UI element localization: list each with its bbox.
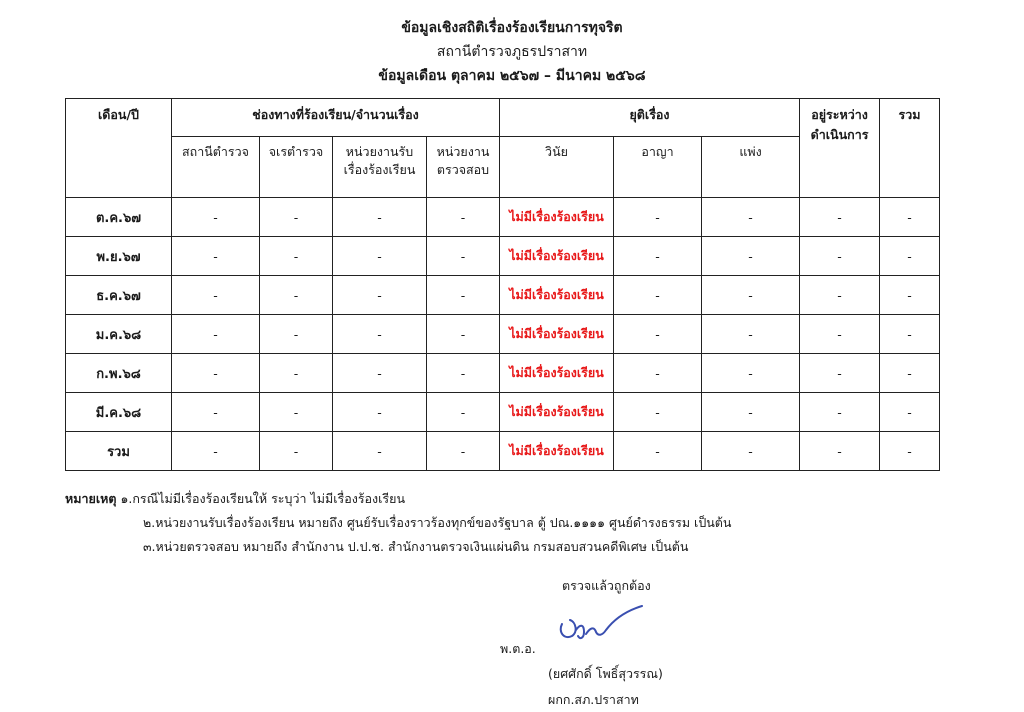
table-cell: - xyxy=(614,237,702,276)
note-item: ๓.หน่วยตรวจสอบ หมายถึง สำนักงาน ป.ป.ช. สำนักงานตรวจเงินแผ่นดิน กรมสอบสวนคดีพิเศษ เป็นต้น xyxy=(143,539,689,554)
header-terminated-discipline: วินัย xyxy=(500,137,614,198)
row-month: ธ.ค.๖๗ xyxy=(66,276,172,315)
table-cell: - xyxy=(427,198,500,237)
table-cell: - xyxy=(614,198,702,237)
table-cell: - xyxy=(880,393,940,432)
table-cell: - xyxy=(880,354,940,393)
table-cell: - xyxy=(800,237,880,276)
row-month: พ.ย.๖๗ xyxy=(66,237,172,276)
table-cell: - xyxy=(172,276,260,315)
table-cell: - xyxy=(333,315,427,354)
header-channel-inspector: จเรตำรวจ xyxy=(260,137,333,198)
table-row xyxy=(66,276,940,315)
header-month-year: เดือน/ปี xyxy=(66,99,172,198)
row-month: ต.ค.๖๗ xyxy=(66,198,172,237)
table-cell: - xyxy=(172,237,260,276)
table-cell: - xyxy=(880,315,940,354)
table-cell: - xyxy=(800,432,880,471)
document-title: ข้อมูลเชิงสถิติเรื่องร้องเรียนการทุจริต xyxy=(401,20,623,36)
table-row xyxy=(66,354,940,393)
table-cell: - xyxy=(172,432,260,471)
no-complaint-cell: ไม่มีเรื่องร้องเรียน xyxy=(500,315,614,354)
table-cell: - xyxy=(702,276,800,315)
notes-section xyxy=(65,487,731,559)
no-complaint-cell: ไม่มีเรื่องร้องเรียน xyxy=(500,198,614,237)
row-month: รวม xyxy=(66,432,172,471)
signer-rank: พ.ต.อ. xyxy=(500,641,536,656)
row-month: มี.ค.๖๘ xyxy=(66,393,172,432)
table-cell: - xyxy=(880,198,940,237)
note-item xyxy=(65,487,731,511)
no-complaint-cell: ไม่มีเรื่องร้องเรียน xyxy=(500,432,614,471)
no-complaint-cell: ไม่มีเรื่องร้องเรียน xyxy=(500,393,614,432)
table-cell: - xyxy=(172,315,260,354)
table-cell: - xyxy=(333,198,427,237)
no-complaint-cell: ไม่มีเรื่องร้องเรียน xyxy=(500,276,614,315)
report-period: ข้อมูลเดือน ตุลาคม ๒๕๖๗ – มีนาคม ๒๕๖๘ xyxy=(378,68,646,84)
table-row xyxy=(66,315,940,354)
header-channel-receiving-agency: หน่วยงานรับ เรื่องร้องเรียน xyxy=(333,137,427,198)
table-cell: - xyxy=(260,198,333,237)
table-cell: - xyxy=(880,432,940,471)
table-cell: - xyxy=(880,276,940,315)
table-row xyxy=(66,237,940,276)
table-cell: - xyxy=(333,354,427,393)
table-cell: - xyxy=(702,432,800,471)
header-in-progress: อยู่ระหว่าง ดำเนินการ xyxy=(800,99,880,198)
table-cell: - xyxy=(702,237,800,276)
table-cell: - xyxy=(702,315,800,354)
table-cell: - xyxy=(427,237,500,276)
table-cell: - xyxy=(427,393,500,432)
signer-position: ผกก.สภ.ปราสาท xyxy=(548,692,639,707)
handwritten-signature xyxy=(550,602,650,652)
table-cell: - xyxy=(614,315,702,354)
table-cell: - xyxy=(800,393,880,432)
table-cell: - xyxy=(260,315,333,354)
table-cell: - xyxy=(702,393,800,432)
table-row-total xyxy=(66,432,940,471)
table-cell: - xyxy=(614,354,702,393)
table-cell: - xyxy=(333,432,427,471)
note-text: ๑.กรณีไม่มีเรื่องร้องเรียนให้ ระบุว่า ไม่มีเรื่องร้องเรียน xyxy=(120,491,406,506)
table-cell: - xyxy=(260,237,333,276)
table-cell: - xyxy=(702,354,800,393)
table-cell: - xyxy=(880,237,940,276)
notes-label: หมายเหตุ xyxy=(65,491,117,506)
header-terminated: ยุติเรื่อง xyxy=(500,99,800,137)
note-item: ๒.หน่วยงานรับเรื่องร้องเรียน หมายถึง ศูนย์รับเรื่องราวร้องทุกข์ของรัฐบาล ตู้ ปณ.๑๑๑๑ ศูนย์ดำรงธรรม เป็นต้น xyxy=(143,515,732,530)
station-name: สถานีตำรวจภูธรปราสาท xyxy=(436,44,588,60)
table-cell: - xyxy=(427,276,500,315)
table-cell: - xyxy=(260,354,333,393)
header-complaint-channels: ช่องทางที่ร้องเรียน/จำนวนเรื่อง xyxy=(172,99,500,137)
table-cell: - xyxy=(260,393,333,432)
verified-text: ตรวจแล้วถูกต้อง xyxy=(562,578,651,593)
table-row xyxy=(66,198,940,237)
no-complaint-cell: ไม่มีเรื่องร้องเรียน xyxy=(500,354,614,393)
table-cell: - xyxy=(172,354,260,393)
table-row xyxy=(66,393,940,432)
table-cell: - xyxy=(172,198,260,237)
row-month: ม.ค.๖๘ xyxy=(66,315,172,354)
table-cell: - xyxy=(800,315,880,354)
header-total: รวม xyxy=(880,99,940,198)
table-cell: - xyxy=(702,198,800,237)
table-cell: - xyxy=(614,393,702,432)
table-cell: - xyxy=(260,276,333,315)
table-cell: - xyxy=(800,198,880,237)
table-cell: - xyxy=(260,432,333,471)
table-cell: - xyxy=(614,432,702,471)
document-header xyxy=(0,16,1024,88)
complaint-statistics-table xyxy=(65,98,940,471)
header-terminated-civil: แพ่ง xyxy=(702,137,800,198)
header-channel-station: สถานีตำรวจ xyxy=(172,137,260,198)
table-cell: - xyxy=(427,432,500,471)
table-cell: - xyxy=(333,237,427,276)
table-cell: - xyxy=(614,276,702,315)
no-complaint-cell: ไม่มีเรื่องร้องเรียน xyxy=(500,237,614,276)
row-month: ก.พ.๖๘ xyxy=(66,354,172,393)
table-cell: - xyxy=(427,354,500,393)
header-channel-audit-agency: หน่วยงาน ตรวจสอบ xyxy=(427,137,500,198)
header-terminated-criminal: อาญา xyxy=(614,137,702,198)
table-cell: - xyxy=(172,393,260,432)
table-cell: - xyxy=(800,276,880,315)
table-cell: - xyxy=(333,276,427,315)
signer-name: (ยศศักดิ์ โพธิ์สุวรรณ) xyxy=(548,666,663,681)
table-cell: - xyxy=(800,354,880,393)
table-cell: - xyxy=(427,315,500,354)
table-cell: - xyxy=(333,393,427,432)
